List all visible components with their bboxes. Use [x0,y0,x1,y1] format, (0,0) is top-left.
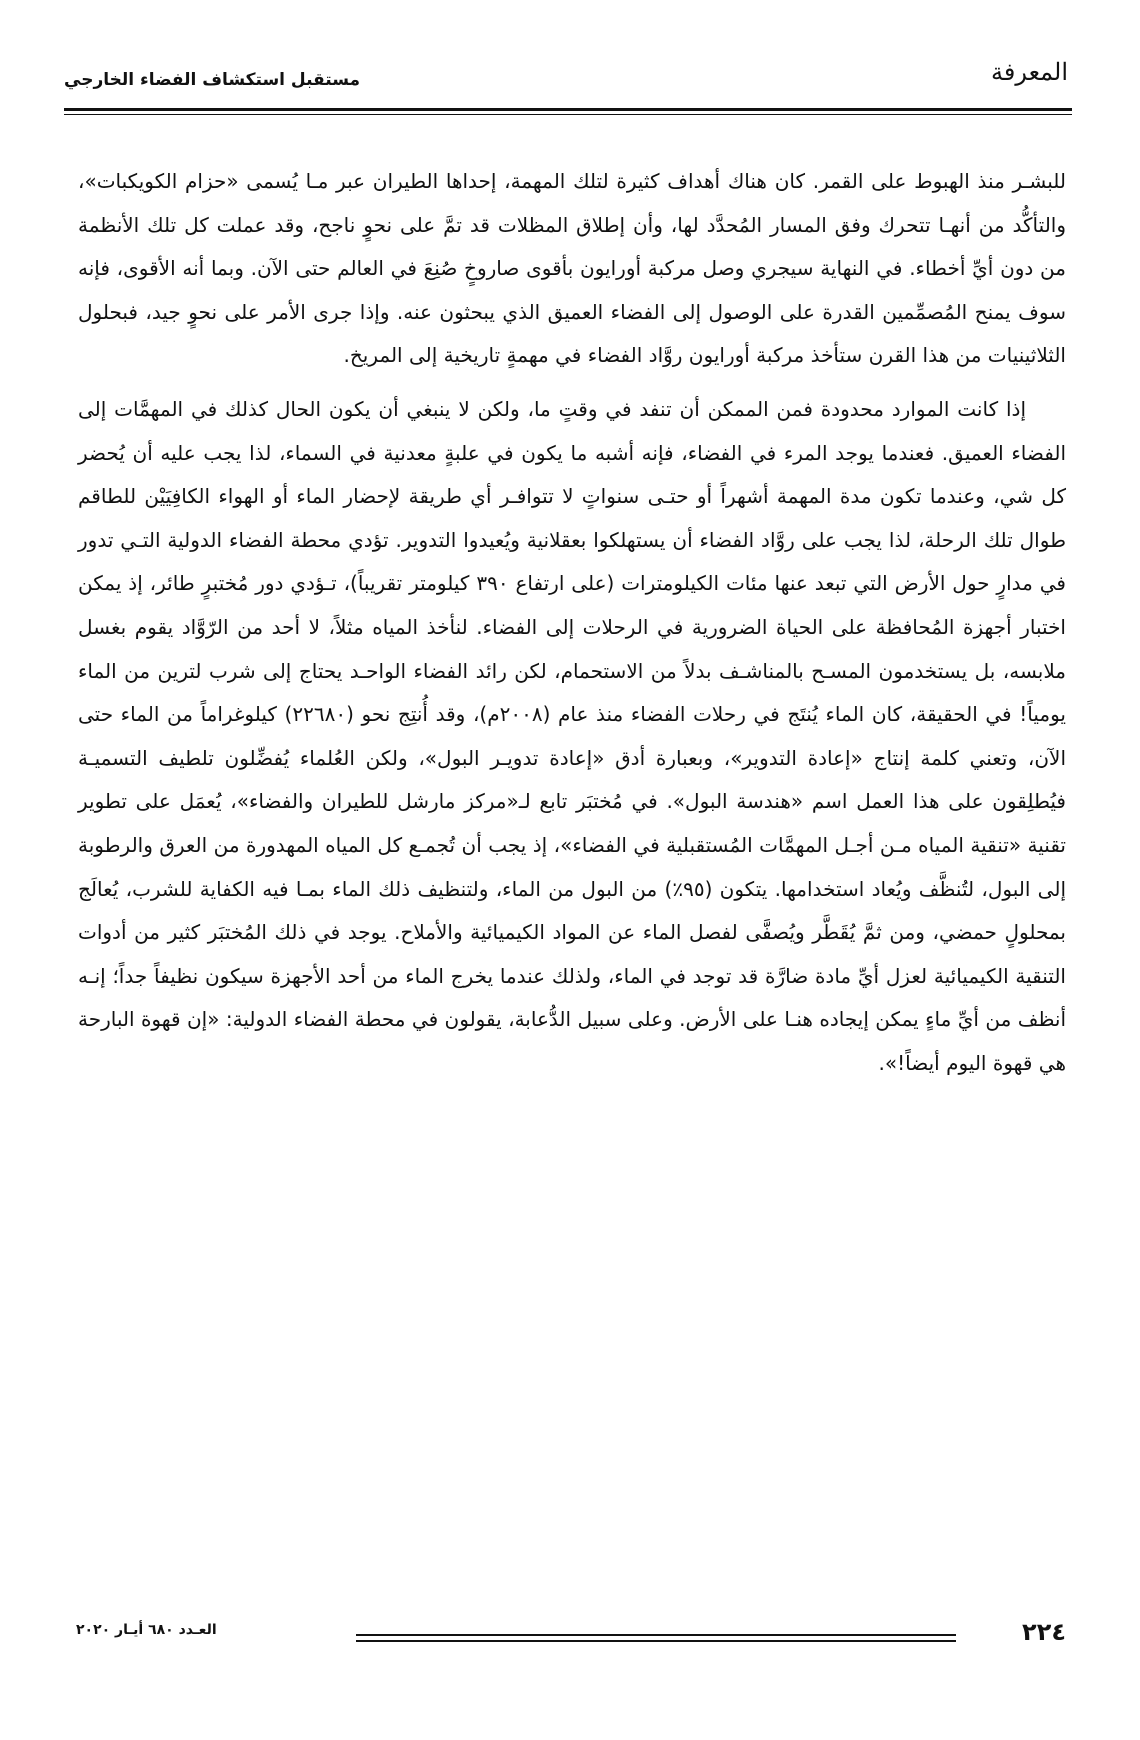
footer-rule-bottom [356,1640,956,1642]
footer-rule-top [356,1634,956,1636]
header-rule-thin [64,114,1072,115]
page-number: ٢٢٤ [1022,1618,1066,1646]
page-footer [64,1618,1072,1658]
magazine-logo: المعرفة [990,58,1068,86]
article-body [78,160,1066,1085]
issue-info: العـدد ٦٨٠ أيـار ٢٠٢٠ [76,1622,217,1638]
paragraph-2: إذا كانت الموارد محدودة فمن الممكن أن تنفد في وقتٍ ما، ولكن لا ينبغي أن يكون الحال كذلك في المهمَّات إلى الفضاء العميق. فعندما يوجد المرء في الفضاء، فإنه أشبه ما يكون في علبةٍ معدنية في السماء، لذا يجب عليه أن يُحضر كل شي، وعندما تكون مدة المهمة أشهراً أو حتـى سنواتٍ لا تتوافـر أي طريقة لإحضار الماء أو الهواء الكافِيَيْن للطاقم طوال تلك الرحلة، لذا يجب على روَّاد الفضاء أن يستهلكوا بعقلانية ويُعيدوا التدوير. تؤدي محطة الفضاء الدولية التـي تدور في مدارٍ حول الأرض التي تبعد عنها مئات الكيلومترات (على ارتفاع ٣٩٠ كيلومتر تقريباً)، تـؤدي دور مُختبرٍ طائر، إذ يمكن اختبار أجهزة المُحافظة على الحياة الضرورية في الرحلات إلى الفضاء. لنأخذ المياه مثلاً، لا أحد من الرّوَّاد يقوم بغسل ملابسه، بل يستخدمون المسـح بالمناشـف بدلاً من الاستحمام، لكن رائد الفضاء الواحـد يحتاج إلى شرب لترين من الماء يومياً! في الحقيقة، كان الماء يُنتَج في رحلات الفضاء منذ عام (٢٠٠٨م)، وقد أُنتِج نحو (٢٢٦٨٠) كيلوغراماً من الماء حتى الآن، وتعني كلمة إنتاج «إعادة التدوير»، وبعبارة أدق «إعادة تدويـر البول»، ولكن العُلماء يُفضِّلون تلطيف التسميـة فيُطلِقون على هذا العمل اسم «هندسة البول». في مُختبَر تابع لـ«مركز مارشل للطيران والفضاء»، يُعمَل على تطوير تقنية «تنقية المياه مـن أجـل المهمَّات المُستقبلية في الفضاء»، إذ يجب أن تُجمـع كل المياه المهدورة من العرق والرطوبة إلى البول، لتُنظَّف ويُعاد استخدامها. يتكون (٩٥٪) من البول من الماء، ولتنظيف ذلك الماء بمـا فيه الكفاية للشرب، يُعالَج بمحلولٍ حمضي، ومن ثمَّ يُقَطَّر ويُصفَّى لفصل الماء عن المواد الكيميائية والأملاح. يوجد في ذلك المُختبَر كثير من أدوات التنقية الكيميائية لعزل أيِّ مادة ضارَّة قد توجد في الماء، ولذلك عندما يخرج الماء من أحد الأجهزة سيكون نظيفاً جداً؛ إنـه أنظف من أيِّ ماءٍ يمكن إيجاده هنـا على الأرض. وعلى سبيل الدُّعابة، يقولون في محطة الفضاء الدولية: «إن قهوة البارحة هي قهوة اليوم أيضاً!». [78,396,1067,1075]
running-title: مستقبل استكشاف الفضاء الخارجي [64,70,361,90]
paragraph-1: للبشـر منذ الهبوط على القمر. كان هناك أهداف كثيرة لتلك المهمة، إحداها الطيران عبر مـا يُسمى «حزام الكويكبات»، والتأكُّد من أنهـا تتحرك وفق المسار المُحدَّد لها، وأن إطلاق المظلات قد تمَّ على نحوٍ ناجح، وقد عملت كل تلك الأنظمة من دون أيِّ أخطاء. في النهاية سيجري وصل مركبة أورايون بأقوى صاروخٍ صُنِعَ في العالم حتى الآن. وبما أنه الأقوى، فإنه سوف يمنح المُصمِّمين القدرة على الوصول إلى الفضاء العميق الذي يبحثون عنه. وإذا جرى الأمر على نحوٍ جيد، فبحلول الثلاثينيات من هذا القرن ستأخذ مركبة أورايون روَّاد الفضاء في مهمةٍ تاريخية إلى المريخ. [78,169,1066,368]
header-rule-thick [64,108,1072,111]
page-header [64,52,1072,114]
